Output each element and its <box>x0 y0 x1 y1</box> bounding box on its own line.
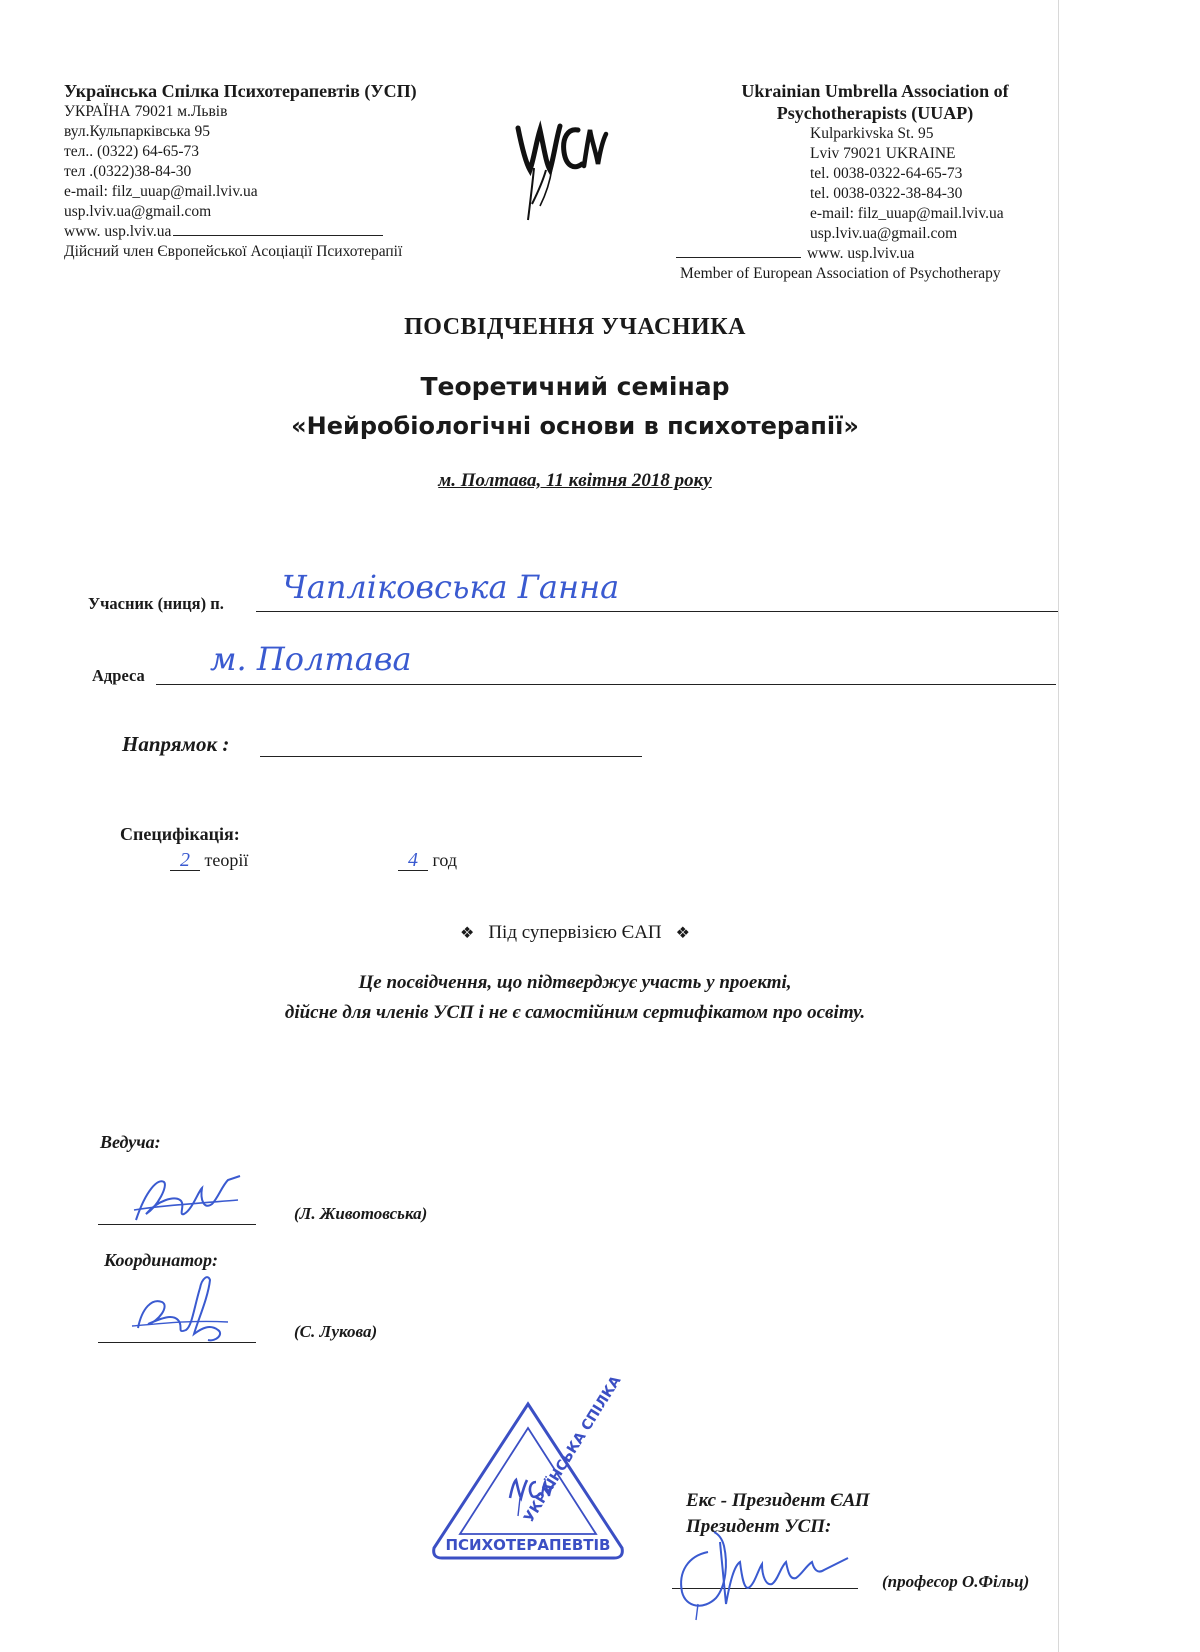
website-row <box>64 222 484 242</box>
theory-row <box>170 850 248 871</box>
note-line-2: дійсне для членів УСП і не є самостійним сертифікатом про освіту. <box>284 1002 866 1023</box>
diamond-bullet-icon: ❖ <box>675 925 690 942</box>
address-value: м. Полтава <box>210 640 412 678</box>
supervision-line <box>0 922 1150 944</box>
phone-2-en: tel. 0038-0322-38-84-30 <box>810 185 963 202</box>
phone-1: тел.. (0322) 64-65-73 <box>64 143 200 160</box>
supervision-text: Під супервізією ЄАП <box>488 922 662 943</box>
organization-stamp <box>428 1373 628 1564</box>
theory-value: 2 <box>170 850 200 871</box>
direction-label: Напрямок : <box>122 732 230 756</box>
email-2-en: usp.lviv.ua@gmail.com <box>810 225 958 242</box>
president-name: (професор О.Фільц) <box>882 1572 1030 1591</box>
specification-label: Специфікація: <box>120 824 240 844</box>
logo-mark-icon <box>512 108 612 228</box>
note <box>0 968 1150 1028</box>
phone-2: тел .(0322)38-84-30 <box>64 163 192 180</box>
email-en: e-mail: filz_uuap@mail.lviv.ua <box>810 205 1004 222</box>
stamp-text-bottom: ПСИХОТЕРАПЕВТІВ <box>445 1536 611 1554</box>
hours-label: год <box>432 850 458 870</box>
president-label-2: Президент УСП: <box>686 1516 832 1537</box>
hours-row <box>398 850 457 871</box>
stamp-text-top: УКРАЇНСЬКА СПІЛКА <box>521 1373 625 1526</box>
direction-line <box>260 756 642 757</box>
eap-membership-en: Member of European Association of Psychotherapy <box>680 265 1001 282</box>
participant-label: Учасник (ниця) п. <box>88 594 224 613</box>
diamond-bullet-icon: ❖ <box>459 925 475 942</box>
theory-label: теорії <box>204 850 249 870</box>
place-date: м. Полтава, 11 квітня 2018 року <box>438 470 712 491</box>
org-name-ua: Українська Спілка Психотерапевтів (УСП) <box>64 81 417 101</box>
phone-1-en: tel. 0038-0322-64-65-73 <box>810 165 963 182</box>
address-line-1: УКРАЇНА 79021 м.Львів <box>64 103 228 120</box>
address-line-1-en: Kulparkivska St. 95 <box>810 125 934 142</box>
hours-value: 4 <box>398 850 428 871</box>
header-left <box>64 80 484 262</box>
header-right <box>680 80 1070 284</box>
seminar-name: «Нейробіологічні основи в психотерапії» <box>291 412 859 440</box>
address-line-2-en: Lviv 79021 UKRAINE <box>810 145 956 162</box>
usp-logo <box>512 108 612 228</box>
coordinator-name: (С. Лукова) <box>294 1322 378 1341</box>
website: www. usp.lviv.ua <box>64 223 172 240</box>
coordinator-label: Координатор: <box>104 1250 218 1270</box>
email-2: usp.lviv.ua@gmail.com <box>64 203 212 220</box>
participant-value: Чапліковська Ганна <box>282 568 620 606</box>
org-name-en: Ukrainian Umbrella Association of Psychotherapists (UUAP) <box>741 81 1009 123</box>
header-rule <box>173 223 383 236</box>
email: e-mail: filz_uuap@mail.lviv.ua <box>64 183 258 200</box>
president-signature-icon <box>668 1512 868 1622</box>
leader-label: Ведуча: <box>100 1132 161 1152</box>
website-row-en <box>680 244 1070 264</box>
certificate-title: ПОСВІДЧЕННЯ УЧАСНИКА <box>404 314 746 340</box>
seminar-type: Теоретичний семінар <box>420 372 730 401</box>
header-rule-en <box>676 245 801 258</box>
address-line <box>156 684 1056 685</box>
note-line-1: Це посвідчення, що підтверджує участь у проекті, <box>358 972 792 993</box>
website-en: www. usp.lviv.ua <box>807 245 915 262</box>
eap-membership: Дійсний член Європейської Асоціації Психотерапії <box>64 243 403 260</box>
leader-signature-icon <box>128 1170 248 1230</box>
coordinator-signature-icon <box>128 1268 238 1348</box>
leader-name: (Л. Животовська) <box>294 1204 428 1223</box>
address-line-2: вул.Кульпарківська 95 <box>64 123 211 140</box>
address-label: Адреса <box>92 666 145 685</box>
participant-line <box>256 611 1058 612</box>
president-label-1: Екс - Президент ЄАП <box>686 1490 870 1511</box>
